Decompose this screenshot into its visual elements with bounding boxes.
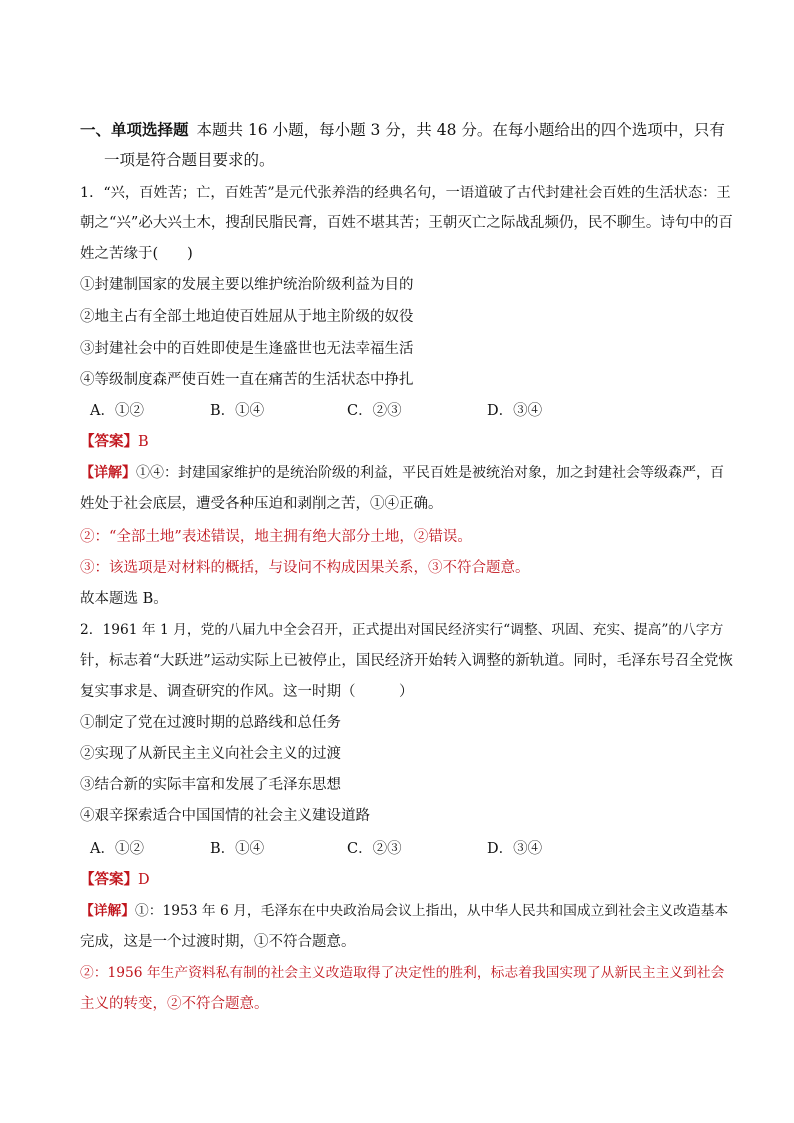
q1-stem-line: 1．“兴，百姓苦；亡，百姓苦”是元代张养浩的经典名句，一语道破了古代封建社会百姓的生活状态：王 <box>80 185 731 201</box>
q2-stem-line: 针，标志着“大跃进”运动实际上已被停止，国民经济开始转入调整的新轨道。同时，毛泽东号召全党恢 <box>80 653 733 669</box>
q1-answer <box>80 432 149 452</box>
detail-text: ①④：封建国家维护的是统治阶级的利益，平民百姓是被统治对象，加之封建社会等级森严，百 <box>136 465 724 481</box>
q2-item: ②实现了从新民主主义向社会主义的过渡 <box>80 746 341 762</box>
q2-detail-line: 完成，这是一个过渡时期，①不符合题意。 <box>80 934 356 950</box>
q1-stem-line: 姓之苦缘于( ) <box>80 246 193 262</box>
q1-detail <box>80 463 724 483</box>
q1-detail-red: ③：该选项是对材料的概括，与设问不构成因果关系，③不符合题意。 <box>80 560 530 576</box>
q2-option-c: C．②③ <box>347 841 402 857</box>
q2-item: ①制定了党在过渡时期的总路线和总任务 <box>80 715 341 731</box>
section-description-cont: 一项是符合题目要求的。 <box>104 151 275 169</box>
q1-item: ③封建社会中的百姓即使是生逢盛世也无法幸福生活 <box>80 341 414 357</box>
section-title: 一、单项选择题 <box>80 121 189 139</box>
q2-item: ④艰辛探索适合中国国情的社会主义建设道路 <box>80 808 370 824</box>
q1-option-d: D．③④ <box>487 403 543 419</box>
detail-text: ①：1953 年 6 月，毛泽东在中央政治局会议上指出，从中华人民共和国成立到社会主义改造基本 <box>135 903 729 919</box>
q2-stem-line: 复实事求是、调查研究的作风。这一时期（ ） <box>80 684 414 700</box>
q2-answer <box>80 870 150 890</box>
q1-conclusion: 故本题选 B。 <box>80 591 168 607</box>
q1-item: ④等级制度森严使百姓一直在痛苦的生活状态中挣扎 <box>80 372 414 388</box>
q2-detail <box>80 901 728 921</box>
q2-stem-line: 2．1961 年 1 月，党的八届九中全会召开，正式提出对国民经济实行“调整、巩固、充实、提高”的八字方 <box>80 622 724 638</box>
detail-label: 【详解】 <box>80 903 136 919</box>
q2-option-b: B．①④ <box>210 841 265 857</box>
q2-option-a: A．①② <box>90 841 144 857</box>
detail-label: 【详解】 <box>80 465 136 481</box>
q1-detail-red: ②：“全部土地”表述错误，地主拥有绝大部分土地，②错误。 <box>80 529 472 545</box>
answer-value: D <box>138 872 150 888</box>
q1-option-c: C．②③ <box>347 403 402 419</box>
section-header <box>80 120 725 140</box>
answer-value: B <box>138 434 149 450</box>
answer-label: 【答案】 <box>80 871 138 888</box>
section-description: 本题共 16 小题，每小题 3 分，共 48 分。在每小题给出的四个选项中，只有 <box>196 121 725 139</box>
q1-detail-line: 姓处于社会底层，遭受各种压迫和剥削之苦，①④正确。 <box>80 496 443 512</box>
q1-stem-line: 朝之“兴”必大兴土木，搜刮民脂民膏，百姓不堪其苦；王朝灭亡之际战乱频仍，民不聊生。诗句中的百 <box>80 215 733 231</box>
answer-label: 【答案】 <box>80 433 138 450</box>
q1-item: ②地主占有全部土地迫使百姓屈从于地主阶级的奴役 <box>80 309 414 325</box>
q1-item: ①封建制国家的发展主要以维护统治阶级利益为目的 <box>80 277 414 293</box>
q2-option-d: D．③④ <box>487 841 543 857</box>
q2-detail-red: ②：1956 年生产资料私有制的社会主义改造取得了决定性的胜利，标志着我国实现了从新民主主义到社会 <box>80 965 725 981</box>
q1-option-b: B．①④ <box>210 403 265 419</box>
q2-item: ③结合新的实际丰富和发展了毛泽东思想 <box>80 777 341 793</box>
q2-detail-red: 主义的转变，②不符合题意。 <box>80 996 269 1012</box>
q1-option-a: A．①② <box>90 403 144 419</box>
